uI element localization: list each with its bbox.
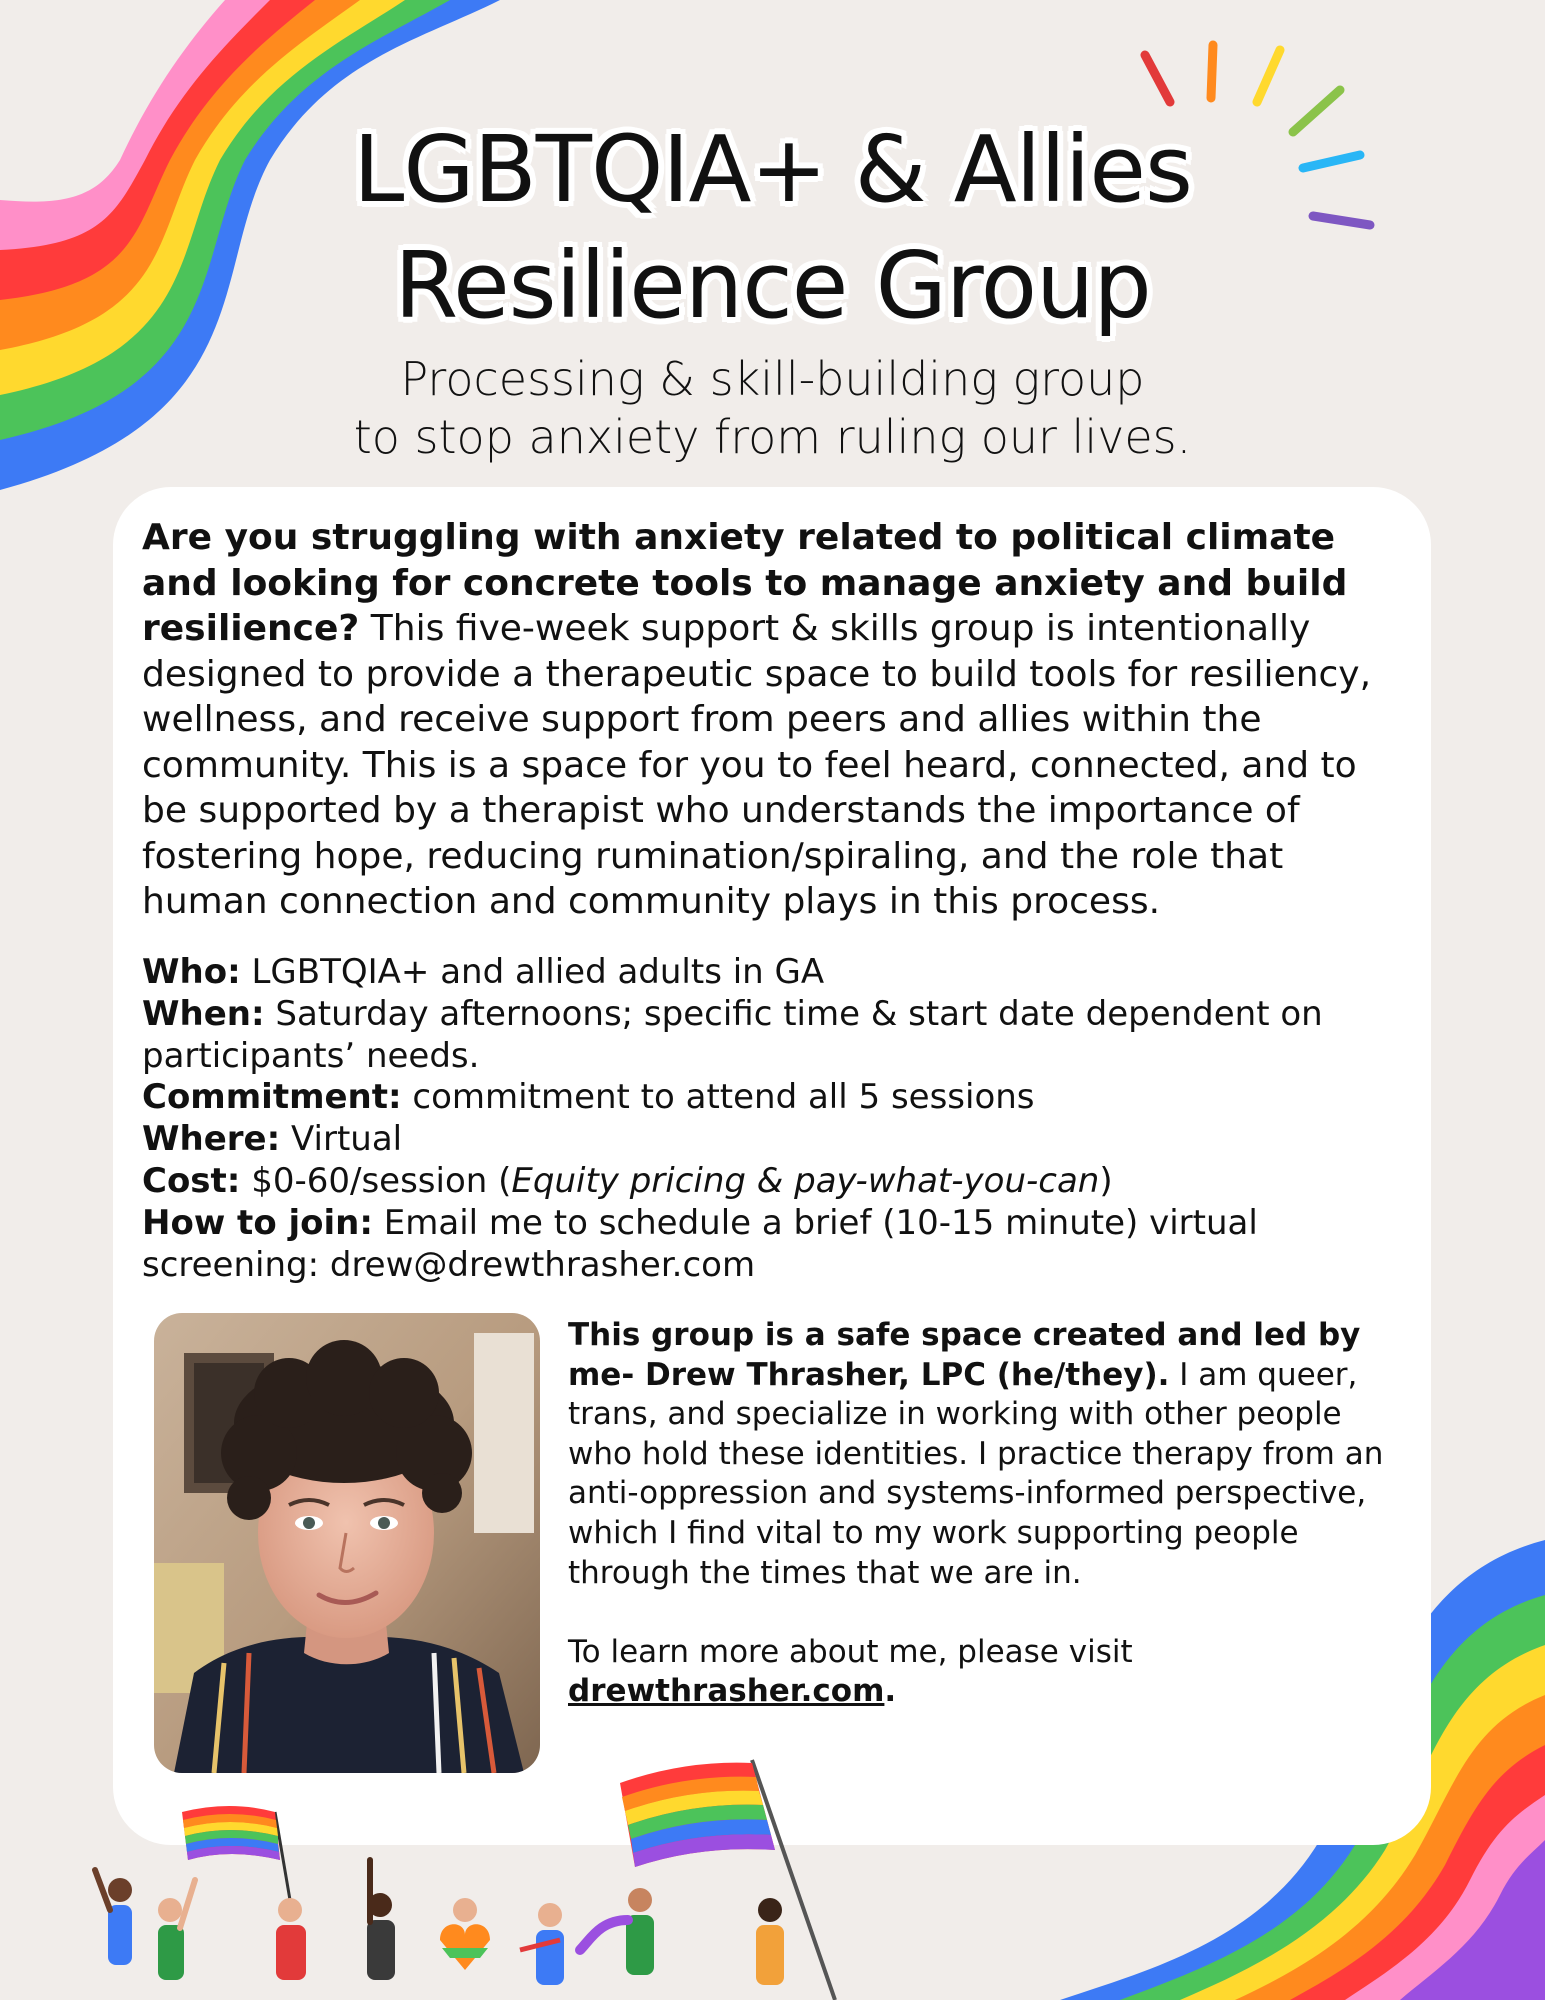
pride-flag-icon bbox=[610, 1755, 850, 2000]
bio-section bbox=[568, 1316, 1398, 1712]
learn-more-link-row bbox=[568, 1672, 1398, 1712]
detail-cost bbox=[142, 1161, 1412, 1203]
when-label: When: bbox=[142, 993, 265, 1034]
join-value: Email me to schedule a brief (10-15 minute) virtual screening: drew@drewthrasher.com bbox=[142, 1202, 1258, 1285]
intro-question: Are you struggling with anxiety related to political climate and looking for concrete tools to manage anxiety and build resilience? bbox=[142, 517, 1348, 649]
learn-more-text: To learn more about me, please visit bbox=[568, 1633, 1133, 1670]
detail-who bbox=[142, 952, 1412, 994]
cost-italic: Equity pricing & pay-what-you-can bbox=[511, 1160, 1100, 1201]
intro-paragraph bbox=[142, 515, 1412, 925]
details-list bbox=[142, 952, 1412, 1286]
intro-body: This five-week support & skills group is intentionally designed to provide a therapeutic space to build tools for resiliency, wellness, and receive support from peers and allies within the community. This is a space for you to feel heard, connected, and to be supported by a therapist who understands the importance of fostering hope, reducing rumination/spiraling, and the role that human connection and community plays in this process. bbox=[142, 608, 1372, 922]
cost-value: $0-60/session ( bbox=[240, 1160, 512, 1201]
bio-paragraph bbox=[568, 1316, 1398, 1593]
bio-text: I am queer, trans, and specialize in working with other people who hold these identities. I practice therapy from an anti-oppression and systems-informed perspective, which I find vital to my work supporting people through the times that we are in. bbox=[568, 1356, 1384, 1591]
page-title bbox=[0, 112, 1545, 344]
portrait-photo bbox=[154, 1313, 540, 1773]
detail-commitment bbox=[142, 1077, 1412, 1119]
subtitle bbox=[0, 350, 1545, 466]
title-line-1: LGBTQIA+ & Allies bbox=[353, 116, 1192, 223]
link-suffix: . bbox=[884, 1673, 897, 1710]
detail-how-to-join bbox=[142, 1203, 1412, 1287]
cost-value-end: ) bbox=[1099, 1160, 1113, 1201]
commitment-label: Commitment: bbox=[142, 1077, 402, 1118]
detail-where bbox=[142, 1119, 1412, 1161]
website-link[interactable]: drewthrasher.com bbox=[568, 1673, 885, 1710]
subtitle-line-1: Processing & skill-building group bbox=[400, 352, 1145, 406]
small-pride-flag-icon bbox=[182, 1806, 290, 1900]
bio-bold: This group is a safe space created and led by me- Drew Thrasher, LPC (he/they). bbox=[568, 1317, 1361, 1393]
subtitle-line-2: to stop anxiety from ruling our lives. bbox=[353, 410, 1192, 464]
cost-label: Cost: bbox=[142, 1160, 241, 1201]
commitment-value: commitment to attend all 5 sessions bbox=[401, 1077, 1035, 1118]
title-line-2: Resilience Group bbox=[394, 232, 1151, 339]
where-label: Where: bbox=[142, 1119, 281, 1160]
where-value: Virtual bbox=[280, 1119, 403, 1160]
detail-when bbox=[142, 994, 1412, 1078]
who-value: LGBTQIA+ and allied adults in GA bbox=[240, 952, 825, 992]
who-label: Who: bbox=[142, 952, 241, 992]
when-value: Saturday afternoons; specific time & start date dependent on participants’ needs. bbox=[142, 993, 1323, 1076]
join-label: How to join: bbox=[142, 1202, 373, 1243]
